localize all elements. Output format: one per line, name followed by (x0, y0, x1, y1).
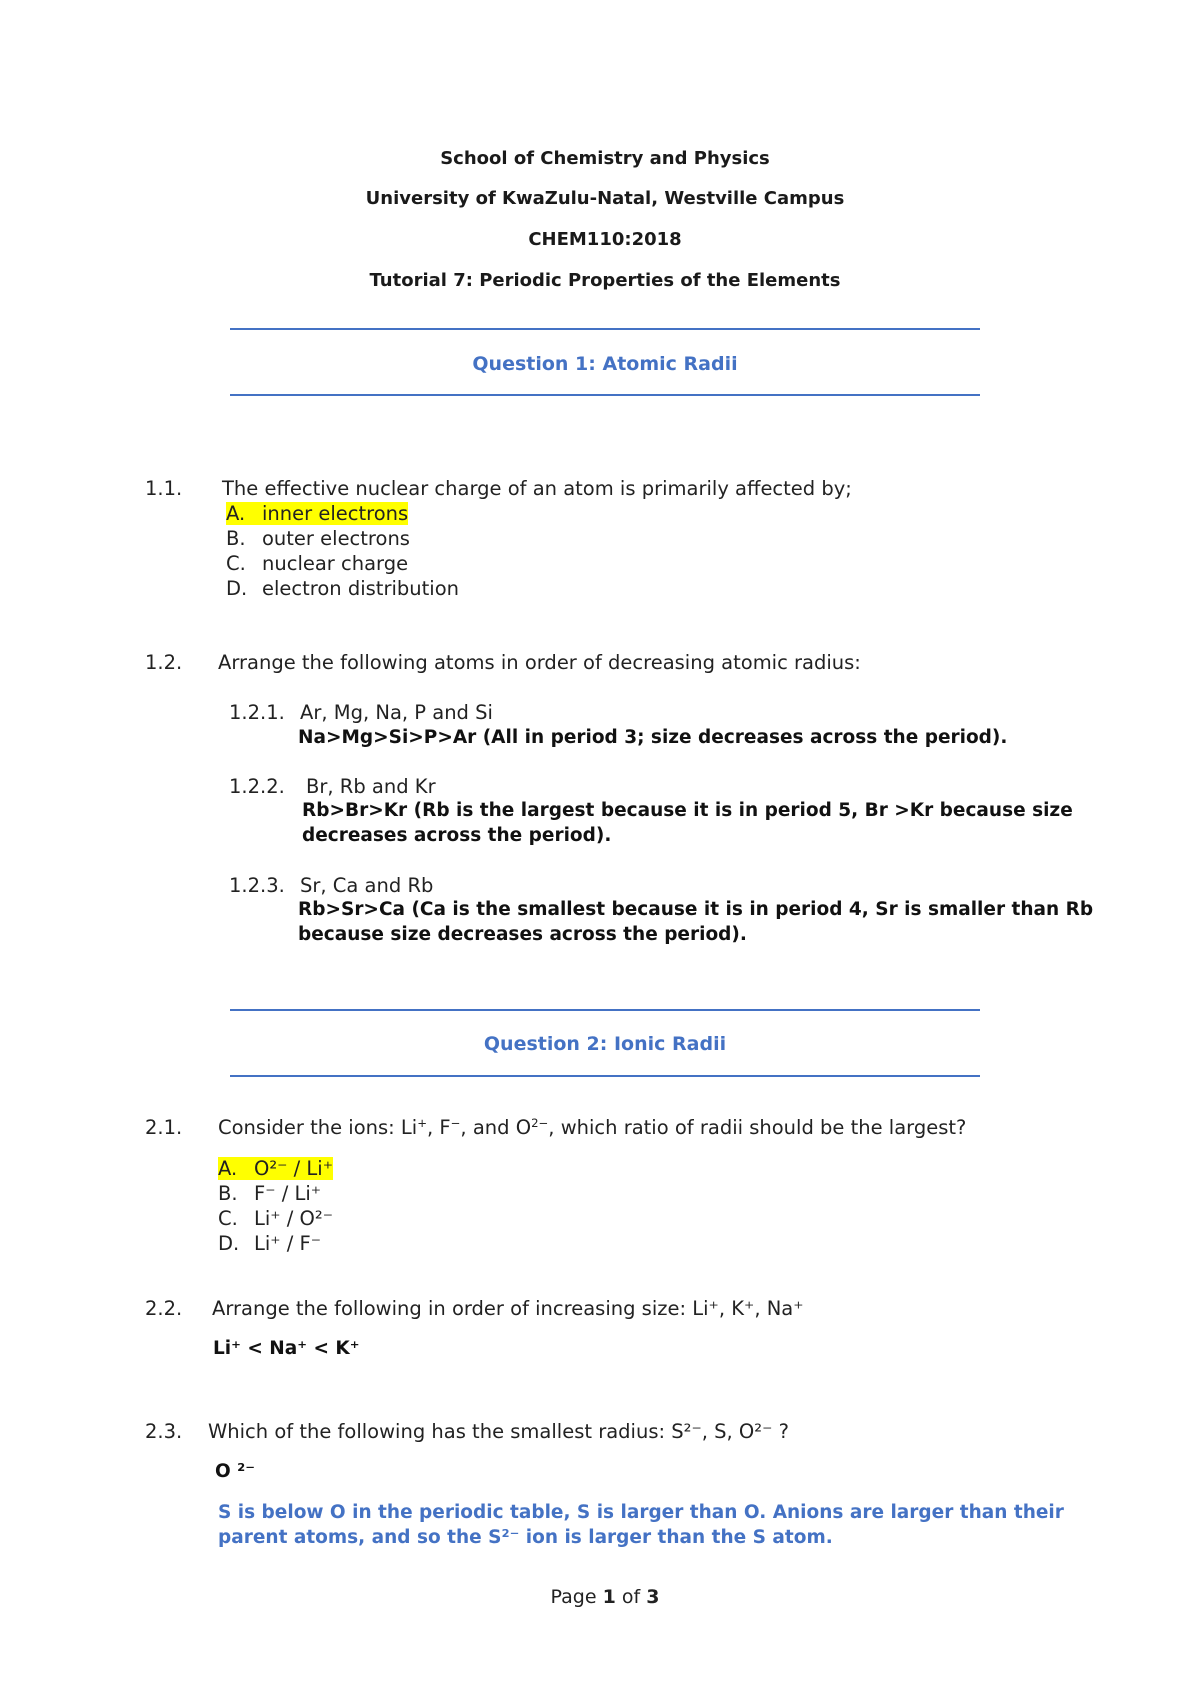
q1-title: Question 1: Atomic Radii (472, 353, 738, 375)
of-label: of (621, 1586, 641, 1608)
header-tutorial-title: Tutorial 7: Periodic Properties of the Elements (369, 270, 841, 291)
q1-2-2-answer-line2: decreases across the period). (302, 825, 612, 846)
header-course: CHEM110:2018 (528, 229, 682, 250)
q1-2-number: 1.2. (145, 651, 183, 674)
q2-1-option-c-letter: C. (218, 1207, 238, 1230)
q2-top-rule (230, 1009, 980, 1011)
q2-1-text-b: , F (427, 1116, 451, 1139)
q1-1-option-b (226, 527, 410, 550)
q2-1-option-d-text: Li⁺ / F⁻ (254, 1232, 322, 1255)
q1-top-rule (230, 328, 980, 330)
q1-1-option-d-text: electron distribution (262, 577, 459, 600)
q2-1-option-c (218, 1207, 333, 1230)
q1-1-option-d (226, 577, 459, 600)
q1-2-1-answer: Na>Mg>Si>P>Ar (All in period 3; size decreases across the period). (298, 727, 1008, 748)
q1-1-option-b-text: outer electrons (262, 527, 410, 550)
q2-1-option-d-letter: D. (218, 1232, 240, 1255)
header-university: University of KwaZulu-Natal, Westville Campus (365, 188, 845, 209)
q1-2-1-text: Ar, Mg, Na, P and Si (300, 701, 493, 724)
q2-1-number: 2.1. (145, 1116, 183, 1139)
q2-2-number: 2.2. (145, 1297, 183, 1320)
page-number: 1 (602, 1586, 616, 1608)
q2-3-answer: O ²⁻ (215, 1461, 256, 1482)
q2-1-text-d: , which ratio of radii should be the largest? (548, 1116, 967, 1139)
q1-1-option-c-text: nuclear charge (262, 552, 409, 575)
page-total: 3 (646, 1586, 660, 1608)
q2-bottom-rule (230, 1075, 980, 1077)
q1-1-option-a (226, 502, 408, 525)
q2-1-text: Consider the ions: Li+, F−, and $O^{2-}$, which ratio of radii should be the largest? (218, 1115, 967, 1139)
q1-1-text: The effective nuclear charge of an atom is primarily affected by; (222, 477, 852, 500)
q1-1-option-a-letter: A. (226, 502, 246, 525)
q2-1-option-a-letter: A. (218, 1157, 238, 1180)
q1-bottom-rule (230, 394, 980, 396)
q2-1-text-a: Consider the ions: Li (218, 1116, 418, 1139)
page-label: Page (550, 1586, 597, 1608)
q1-2-3-answer-line2: because size decreases across the period). (298, 924, 747, 945)
q2-1-option-b-text: F⁻ / Li⁺ (254, 1182, 322, 1205)
q2-3-number: 2.3. (145, 1420, 183, 1443)
q2-3-explanation-line2: parent atoms, and so the S²⁻ ion is larger than the S atom. (218, 1527, 833, 1548)
q1-2-1-number: 1.2.1. (229, 701, 285, 724)
q2-1-option-a-text: O²⁻ / Li⁺ (254, 1157, 333, 1180)
q1-1-option-a-text: inner electrons (262, 502, 409, 525)
q2-1-text-c: , and O (460, 1116, 532, 1139)
q1-2-2-text: Br, Rb and Kr (306, 775, 436, 798)
q1-1-number: 1.1. (145, 477, 183, 500)
q1-1-option-b-letter: B. (226, 527, 246, 550)
q1-2-text: Arrange the following atoms in order of decreasing atomic radius: (218, 651, 861, 674)
q1-1-option-c (226, 552, 408, 575)
q1-2-2-number: 1.2.2. (229, 775, 285, 798)
q1-2-2-answer-line1: Rb>Br>Kr (Rb is the largest because it is in period 5, Br >Kr because size (302, 800, 1073, 821)
q2-1-option-c-text: Li⁺ / O²⁻ (254, 1207, 333, 1230)
q2-title: Question 2: Ionic Radii (483, 1033, 727, 1055)
q2-1-option-d (218, 1232, 321, 1255)
q1-2-3-text: Sr, Ca and Rb (300, 874, 434, 897)
q2-3-text: Which of the following has the smallest radius: S²⁻, S, O²⁻ ? (208, 1420, 789, 1443)
q1-1-option-c-letter: C. (226, 552, 246, 575)
q1-2-3-answer-line1: Rb>Sr>Ca (Ca is the smallest because it is in period 4, Sr is smaller than Rb (298, 899, 1094, 920)
header-school: School of Chemistry and Physics (440, 148, 770, 169)
q1-2-3-number: 1.2.3. (229, 874, 285, 897)
q2-2-text: Arrange the following in order of increasing size: Li⁺, K⁺, Na⁺ (212, 1297, 804, 1320)
q2-1-option-b (218, 1182, 321, 1205)
q2-1-option-a (218, 1157, 333, 1180)
page-footer (0, 1586, 1200, 1608)
q1-1-option-d-letter: D. (226, 577, 248, 600)
q2-1-option-b-letter: B. (218, 1182, 238, 1205)
q2-3-explanation-line1: S is below O in the periodic table, S is larger than O. Anions are larger than their (218, 1502, 1064, 1523)
q2-2-answer: Li⁺ < Na⁺ < K⁺ (213, 1338, 360, 1359)
